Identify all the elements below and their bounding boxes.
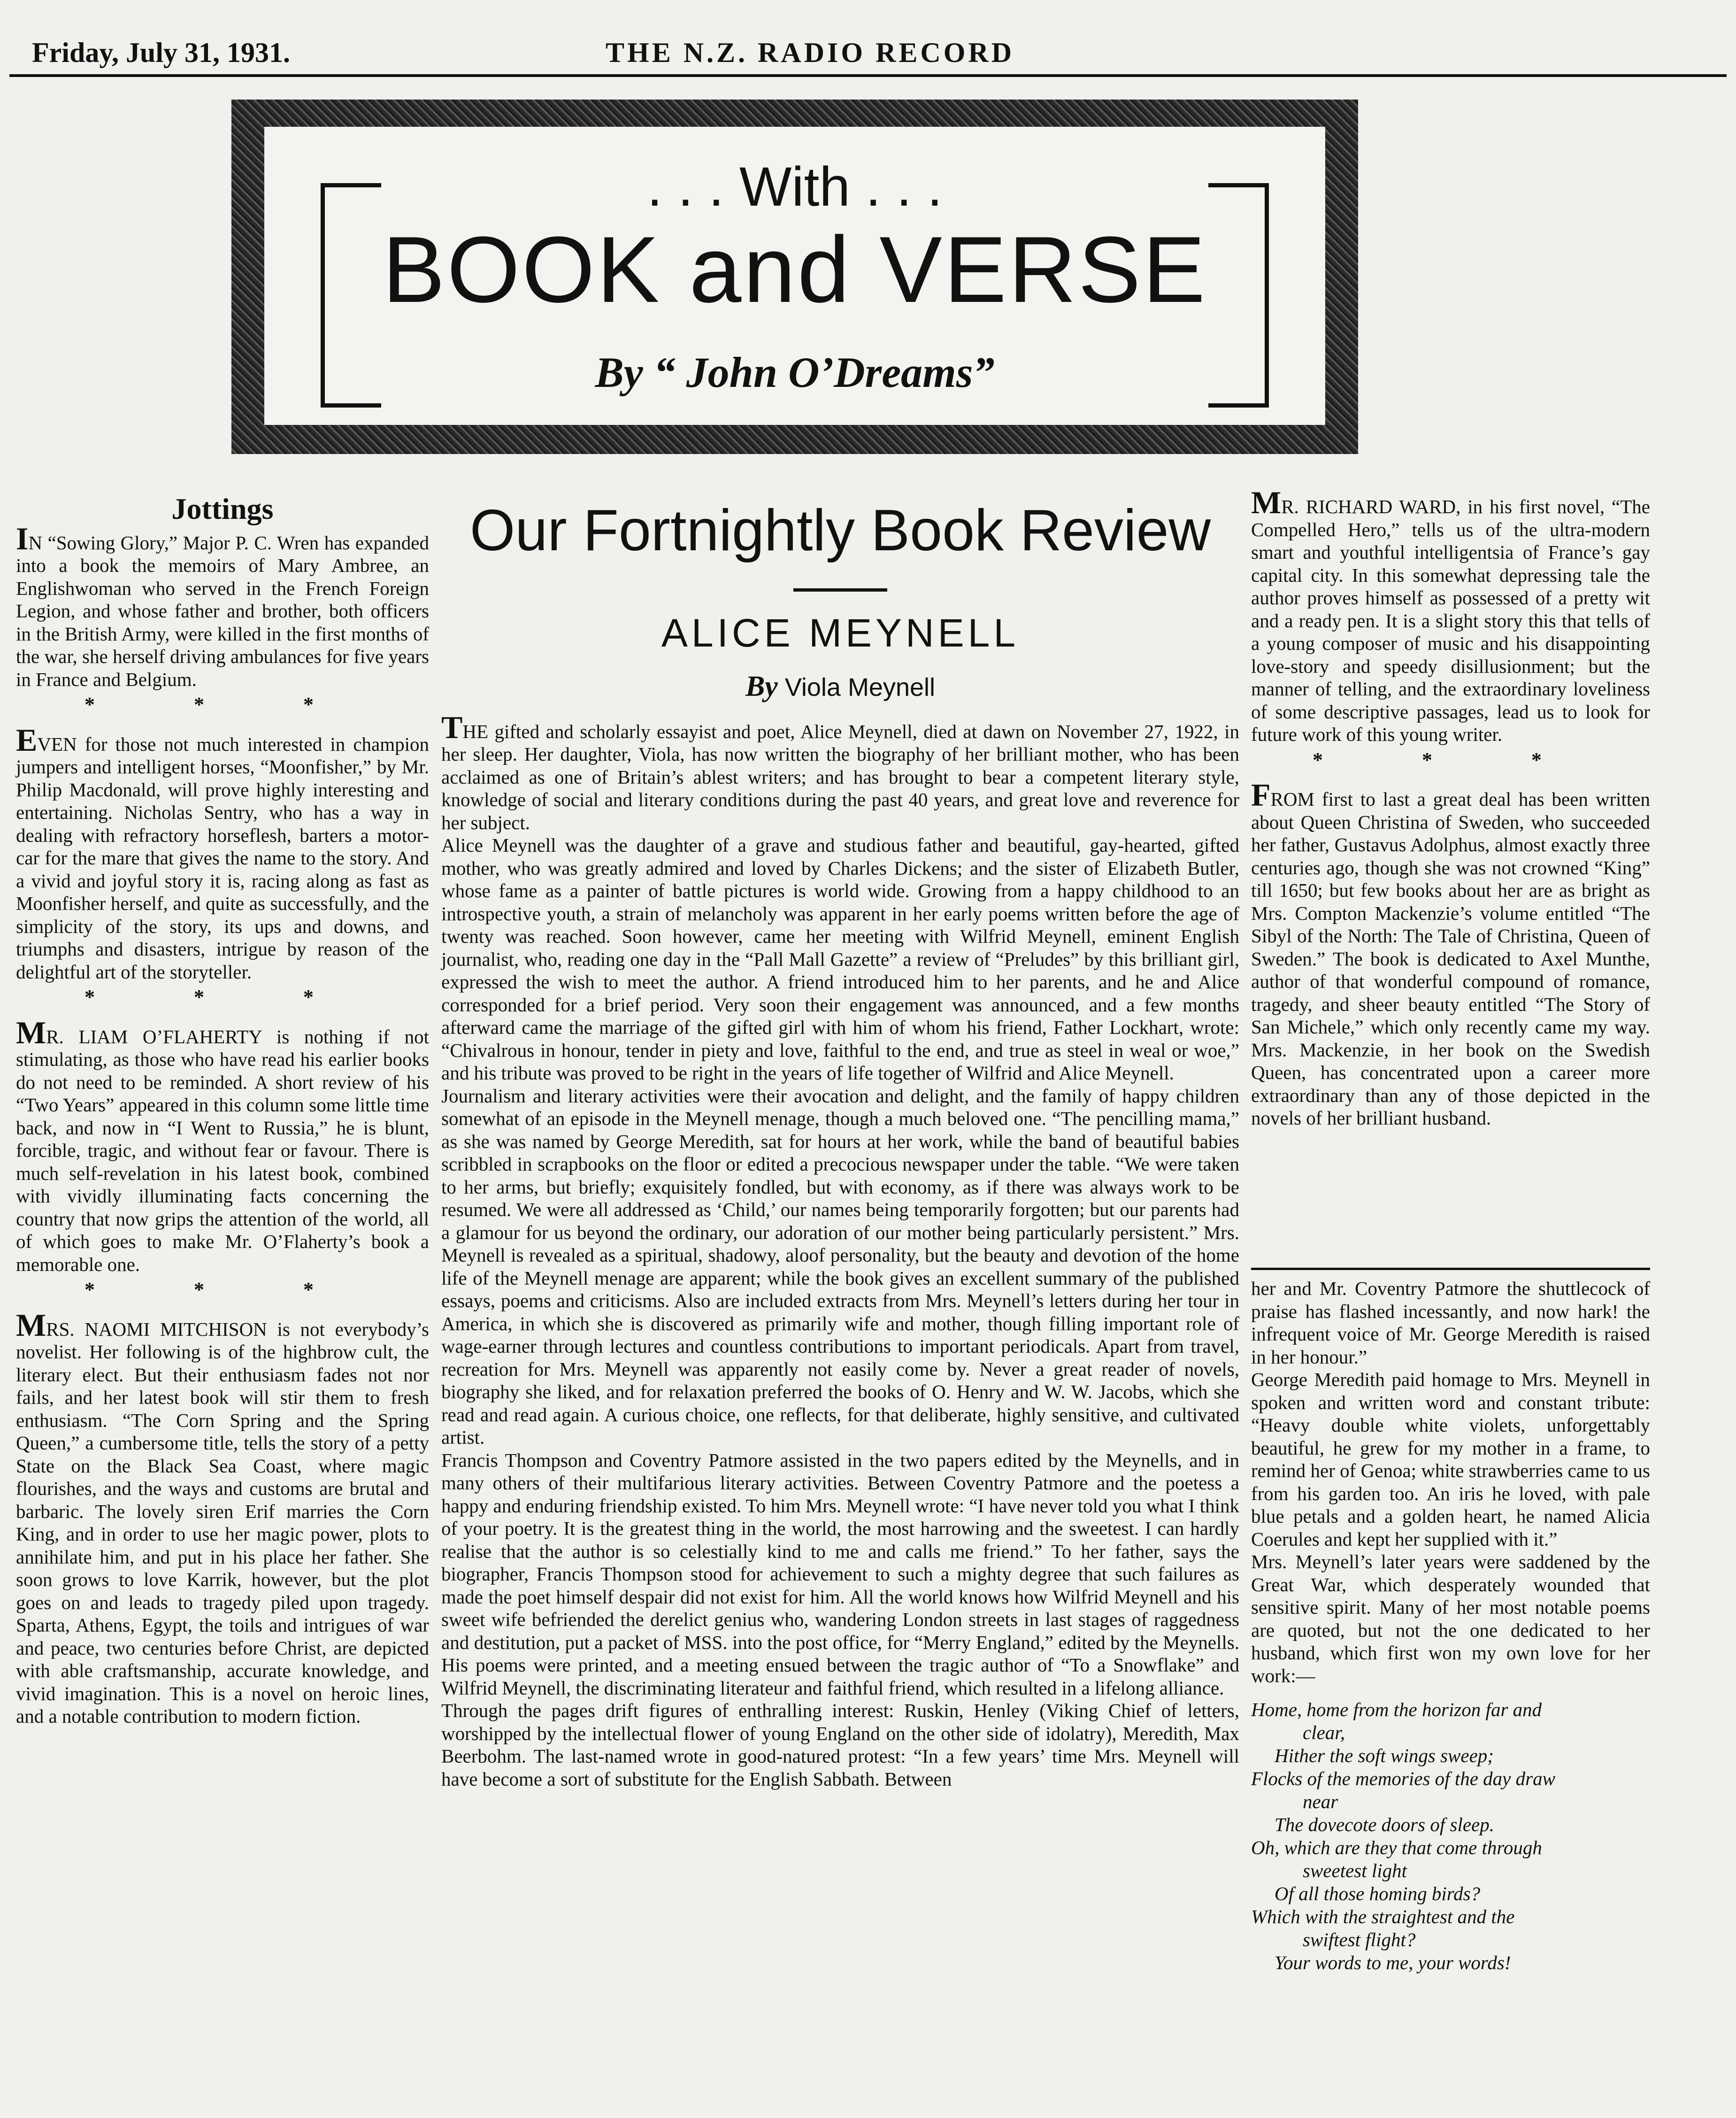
review-subject: ALICE MEYNELL bbox=[661, 611, 1020, 655]
header-rule bbox=[9, 74, 1727, 77]
jotting-text: VEN for those not much interested in champion jumpers and intelligent horses, “Moonfisher,” by Mr. Philip Macdonald, will prove highly interesting and entertaining. Nicholas Sentry, who has a way in dealing with refractory horseflesh, barters a motor-car for the mare that gives the name to the story. And a vivid and joyful story it is, racing along as fast as Moonfisher herself, and quite as successfully, and the simplicity of the story, its ups and downs, and triumphs and disasters, intrigue by reason of the delightful art of the storyteller. bbox=[16, 733, 429, 983]
note-text: R. RICHARD WARD, in his first novel, “The Compelled Hero,” tells us of the ultra-modern smart and youthful intelligentsia of France’s gay capital city. In this somewhat depressing tale the author proves himself as possessed of a pretty wit and a ready pen. It is a slight story this that tells of a young composer of music and his disappointing love-story and speedy disillusionment; but the manner of telling, and the extraordinary loveliness of some descriptive passages, lead us to look for future work of this young writer. bbox=[1251, 496, 1650, 745]
byline-author: Viola Meynell bbox=[784, 673, 936, 701]
byline-by: By bbox=[745, 670, 778, 702]
continuation-paragraph: Mrs. Meynell’s later years were saddened by the Great War, which desperately wounded that sensitive spirit. Many of her most notable poems are quoted, but not the one dedicated to her husband, which first won my own love for her work:— bbox=[1251, 1551, 1650, 1687]
page-date: Friday, July 31, 1931. bbox=[32, 37, 291, 68]
jotting-item bbox=[16, 722, 429, 984]
column-divider bbox=[1251, 1268, 1650, 1270]
heading-divider bbox=[793, 588, 887, 592]
poem-line: Which with the straightest and the bbox=[1251, 1906, 1515, 1927]
jotting-text: RS. NAOMI MITCHISON is not everybody’s novelist. Her following is of the highbrow cult, the literary elect. But their enthusiasm fades not nor fails, and her latest book will stir them to fresh enthusiasm. “The Corn Spring and the Spring Queen,” a cumbersome title, tells the story of a petty State on the Black Sea Coast, where magic flourishes, and the ways and customs are brutal and barbaric. The lovely siren Erif marries the Corn King, and in order to use her magic power, plots to annihilate him, and put in his place her father. She soon grows to love Karrik, however, but the plot goes on and leads to tragedy piled upon tragedy. Sparta, Athens, Egypt, the toils and intrigues of war and peace, two centuries before Christ, are depicted with able craftsmanship, accurate knowledge, and vivid imagination. This is a novel on heroic lines, and a notable contribution to modern fiction. bbox=[16, 1318, 429, 1727]
note-item bbox=[1251, 777, 1650, 1130]
poem bbox=[1251, 1698, 1650, 1974]
drop-cap: I bbox=[16, 520, 29, 556]
masthead-panel bbox=[264, 127, 1325, 425]
review-column bbox=[441, 495, 1239, 1790]
poem-line: Of all those homing birds? bbox=[1275, 1883, 1481, 1904]
drop-cap: T bbox=[441, 709, 463, 745]
jottings-heading: Jottings bbox=[171, 492, 274, 525]
poem-line: near bbox=[1303, 1791, 1338, 1812]
jottings-column bbox=[16, 492, 429, 1728]
drop-cap: M bbox=[16, 1307, 46, 1343]
poem-line: sweetest light bbox=[1303, 1860, 1407, 1881]
banner-byline: By “ John O’Dreams” bbox=[595, 348, 995, 396]
jotting-item bbox=[16, 1014, 429, 1276]
banner-with: . . . With . . . bbox=[647, 156, 943, 218]
drop-cap: M bbox=[16, 1014, 46, 1050]
note-item bbox=[1251, 485, 1650, 746]
drop-cap: E bbox=[16, 722, 38, 758]
review-byline bbox=[441, 670, 1239, 702]
poem-line: Home, home from the horizon far and bbox=[1251, 1699, 1542, 1720]
drop-cap: F bbox=[1251, 777, 1271, 813]
review-paragraph: Alice Meynell was the daughter of a grave and studious father and beautiful, gay-hearted, gifted mother, who was greatly admired and loved by Charles Dickens; and the sister of Elizabeth Butler, whose fame as a painter of battle pictures is world wide. Growing from a happy childhood to an introspective youth, a strain of melancholy was apparent in her early poems written before the age of twenty was reached. Soon however, came her meeting with Wilfrid Meynell, eminent English journalist, who, reading one day in the “Pall Mall Gazette” a review of “Preludes” by this brilliant girl, expressed the wish to meet the author. A friend introduced him to her parents, and he and Alice corresponded for a brief period. Very soon their engagement was announced, and a few months afterward came the marriage of the gifted girl with him of whom his friend, Father Lockhart, wrote: “Chivalrous in honour, tender in piety and love, faithful to the end, and true as steel in weal or woe,” and his tribute was proved to be right in the years of life together of Wilfrid and Alice Meynell. bbox=[441, 834, 1239, 1084]
poem-line: The dovecote doors of sleep. bbox=[1275, 1814, 1494, 1835]
banner-title: BOOK and VERSE bbox=[382, 217, 1207, 322]
review-heading: Our Fortnightly Book Review bbox=[469, 498, 1211, 563]
jotting-text: R. LIAM O’FLAHERTY is nothing if not stimulating, as those who have read his earlier books do not need to be reminded. A short review of his “Two Years” appeared in this column some little time back, and now in “I Went to Russia,” he is blunt, forcible, tragic, and without fear or favour. There is much self-revelation in his latest book, combined with vividly illuminating facts concerning the country that now grips the attention of the world, all of which goes to make Mr. O’Flaherty’s book a memorable one. bbox=[16, 1025, 429, 1275]
continuation-paragraph: her and Mr. Coventry Patmore the shuttlecock of praise has flashed incessantly, and now hark! the infrequent voice of Mr. George Meredith is raised in her honour.” bbox=[1251, 1278, 1650, 1368]
review-paragraph: Through the pages drift figures of enthralling interest: Ruskin, Henley (Viking Chief of letters, worshipped by the intellectual flower of young England on the other side of idolatry), Meredith, Max Beerbohm. The last-named wrote in good-natured protest: “In a few years’ time Mrs. Meynell will have become a sort of substitute for the English Sabbath. Between bbox=[441, 1700, 1239, 1790]
review-paragraph: Journalism and literary activities were their avocation and delight, and the family of happy children somewhat of an episode in the Meynell menage, though a much beloved one. “The pencilling mama,” as she was named by George Meredith, sat for hours at her work, while the band of beautiful babies scribbled in scrapbooks on the floor or edited a precocious newspaper under the table. “We were taken to her arms, but briefly; exquisitely fondled, but with economy, as if there was always work to be resumed. We were all addressed as ‘Child,’ our names being temporarily forgotten; but our parents had a glamour for us beyond the ordinary, our adoration of our mother being particularly persistent.” Mrs. Meynell is revealed as a spiritual, shadowy, aloof personality, but the beauty and devotion of the home life of the Meynell menage are apparent; while the book gives an excellent summary of the published essays, poems and criticisms. Also are included extracts from Mrs. Meynell’s letters during her tour in America, in which she is discovered as primarily wife and mother, though filling important role of wage-earner through lectures and countless contributions to important periodicals. Apart from travel, recreation for Mrs. Meynell was apparently not easily come by. Never a great reader of novels, biography she liked, and for relaxation preferred the books of O. Henry and W. W. Jacobs, which she read and read again. A curious choice, one reflects, for that deliberate, highly sensitive, and cultivated artist. bbox=[441, 1085, 1239, 1448]
poem-line: Hither the soft wings sweep; bbox=[1275, 1745, 1494, 1766]
masthead-banner bbox=[231, 100, 1358, 454]
publication-title: THE N.Z. RADIO RECORD bbox=[606, 37, 1015, 68]
section-separator: * * * bbox=[84, 693, 361, 716]
section-separator: * * * bbox=[1313, 748, 1589, 771]
drop-cap: M bbox=[1251, 485, 1282, 520]
right-notes-column bbox=[1251, 485, 1650, 1130]
section-separator: * * * bbox=[84, 1278, 361, 1301]
jotting-item bbox=[16, 520, 429, 691]
continuation-paragraph: George Meredith paid homage to Mrs. Meynell in spoken and written word and constant tribute: “Heavy double white violets, unforgettably beautiful, he grew for my mother in a frame, to remind her of Genoa; white strawberries came to us from his garden too. An iris he loved, with pale blue petals and a golden heart, he named Alicia Coerules and kept her supplied with it.” bbox=[1251, 1369, 1650, 1550]
section-separator: * * * bbox=[84, 986, 361, 1009]
poem-line: clear, bbox=[1303, 1722, 1345, 1743]
poem-line: Oh, which are they that come through bbox=[1251, 1837, 1542, 1858]
jotting-text: N “Sowing Glory,” Major P. C. Wren has expanded into a book the memoirs of Mary Ambree, an Englishwoman who served in the French Foreign Legion, and whose father and brother, both officers in the British Army, were killed in the first months of the war, she herself driving ambulances for five years in France and Belgium. bbox=[16, 531, 429, 690]
review-paragraph: Francis Thompson and Coventry Patmore assisted in the two papers edited by the Meynells, and in many others of their multifarious literary activities. Between Coventry Patmore and the poetess a happy and enduring friendship existed. To him Mrs. Meynell wrote: “I have never told you what I think of your poetry. It is the greatest thing in the world, the most harrowing and the sweetest. I can hardly realise that the author is so celestially kind to me and calls me friend.” To her father, says the biographer, Francis Thompson stood for achievement to such a mighty degree that such failures as made the poet himself despair did not exist for him. All the world knows how Wilfrid Meynell and his sweet wife befriended the derelict genius who, wandering London streets in last stages of raggedness and destitution, put a packet of MSS. into the post office, for “Merry England,” edited by the Meynells. His poems were printed, and a meeting ensued between the tragic author of “To a Snowflake” and Wilfrid Meynell, the discriminating literateur and faithful friend, which resulted in a lifelong alliance. bbox=[441, 1449, 1239, 1699]
review-continuation bbox=[1251, 1277, 1650, 1974]
jotting-item bbox=[16, 1307, 429, 1728]
review-paragraph bbox=[441, 709, 1239, 834]
poem-line: swiftest flight? bbox=[1303, 1929, 1416, 1950]
poem-line: Flocks of the memories of the day draw bbox=[1251, 1768, 1555, 1789]
review-text: HE gifted and scholarly essayist and poet, Alice Meynell, died at dawn on November 27, 1922, in her sleep. Her daughter, Viola, has now written the biography of her brilliant mother, who has been acclaimed as one of Britain’s ablest writers; and has brought to bear a competent literary style, knowledge of social and literary conditions during the past 40 years, and great love and reverence for her subject. bbox=[441, 720, 1239, 833]
poem-line: Your words to me, your words! bbox=[1275, 1952, 1511, 1973]
note-text: ROM first to last a great deal has been written about Queen Christina of Sweden, who succeeded her father, Gustavus Adolphus, almost exactly three centuries ago, though she was not crowned “King” till 1650; but few books about her are as bright as Mrs. Compton Mackenzie’s volume entitled “The Sibyl of the North: The Tale of Christina, Queen of Sweden.” The book is dedicated to Axel Munthe, author of that wonderful compound of romance, tragedy, and sheer beauty entitled “The Story of San Michele,” which only recently came my way. Mrs. Mackenzie, in her book on the Swedish Queen, has concentrated upon a career more extraordinary than any of those depicted in the novels of her brilliant husband. bbox=[1251, 788, 1650, 1129]
